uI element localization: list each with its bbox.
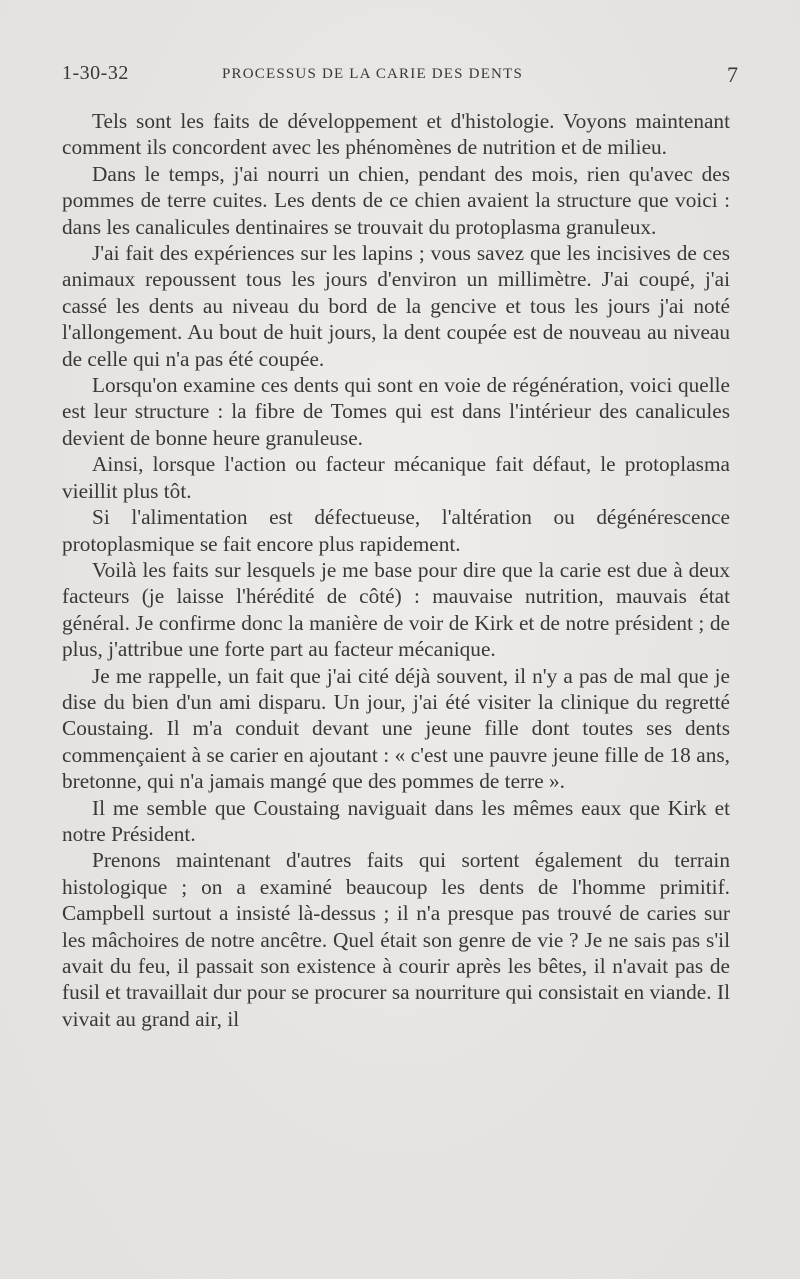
running-title: PROCESSUS DE LA CARIE DES DENTS [222, 66, 523, 82]
paragraph: Dans le temps, j'ai nourri un chien, pendant des mois, rien qu'avec des pommes de terre cuites. Les dents de ce chien avaient la structure que voici : dans les canalicules dentinaires se trouvait du protoplasma granuleux. [62, 161, 730, 239]
paragraph: Si l'alimentation est défectueuse, l'altération ou dégénérescence protoplasmique se fait encore plus rapidement. [62, 505, 730, 556]
folio-code: 1-30-32 [62, 62, 129, 84]
paragraph: Prenons maintenant d'autres faits qui sortent également du terrain histologique ; on a examiné beaucoup les dents de l'homme primitif. Campbell surtout a insisté là-dessus ; il n'a presque pas trouvé de caries sur les mâchoires de notre ancêtre. Quel était son genre de vie ? Je ne sais pas s'il avait du feu, il passait son existence à courir après les bêtes, il n'avait pas de fusil et travaillait dur pour se procurer sa nourriture qui consistait en viande. Il vivait au grand air, il [62, 848, 730, 1031]
paragraph: Voilà les faits sur lesquels je me base pour dire que la carie est due à deux facteurs (je laisse l'hérédité de côté) : mauvaise nutrition, mauvais état général. Je confirme donc la manière de voir de Kirk et de notre président ; de plus, j'attribue une forte part au facteur mécanique. [62, 557, 730, 662]
paragraph: Lorsqu'on examine ces dents qui sont en voie de régénération, voici quelle est leur structure : la fibre de Tomes qui est dans l'intérieur des canalicules devient de bonne heure granuleuse. [62, 373, 730, 450]
page-header [62, 62, 738, 88]
paragraph: Je me rappelle, un fait que j'ai cité déjà souvent, il n'y a pas de mal que je dise du bien d'un ami disparu. Un jour, j'ai été visiter la clinique du regretté Coustaing. Il m'a conduit devant une jeune fille dont toutes ses dents commençaient à se carier en ajoutant : « c'est une pauvre jeune fille de 18 ans, bretonne, qui n'a jamais mangé que des pommes de terre ». [62, 663, 730, 794]
body-text [62, 108, 730, 1032]
paragraph: Il me semble que Coustaing naviguait dans les mêmes eaux que Kirk et notre Président. [62, 795, 730, 846]
page-number: 7 [727, 62, 738, 87]
paragraph: J'ai fait des expériences sur les lapins ; vous savez que les incisives de ces animaux repoussent tous les jours d'environ un millimètre. J'ai coupé, j'ai cassé les dents au niveau du bord de la gencive et tous les jours j'ai noté l'allongement. Au bout de huit jours, la dent coupée est de nouveau au niveau de celle qui n'a pas été coupée. [62, 241, 730, 371]
paragraph: Ainsi, lorsque l'action ou facteur mécanique fait défaut, le protoplasma vieillit plus tôt. [62, 452, 730, 503]
paragraph: Tels sont les faits de développement et d'histologie. Voyons maintenant comment ils concordent avec les phénomènes de nutrition et de milieu. [62, 109, 730, 160]
